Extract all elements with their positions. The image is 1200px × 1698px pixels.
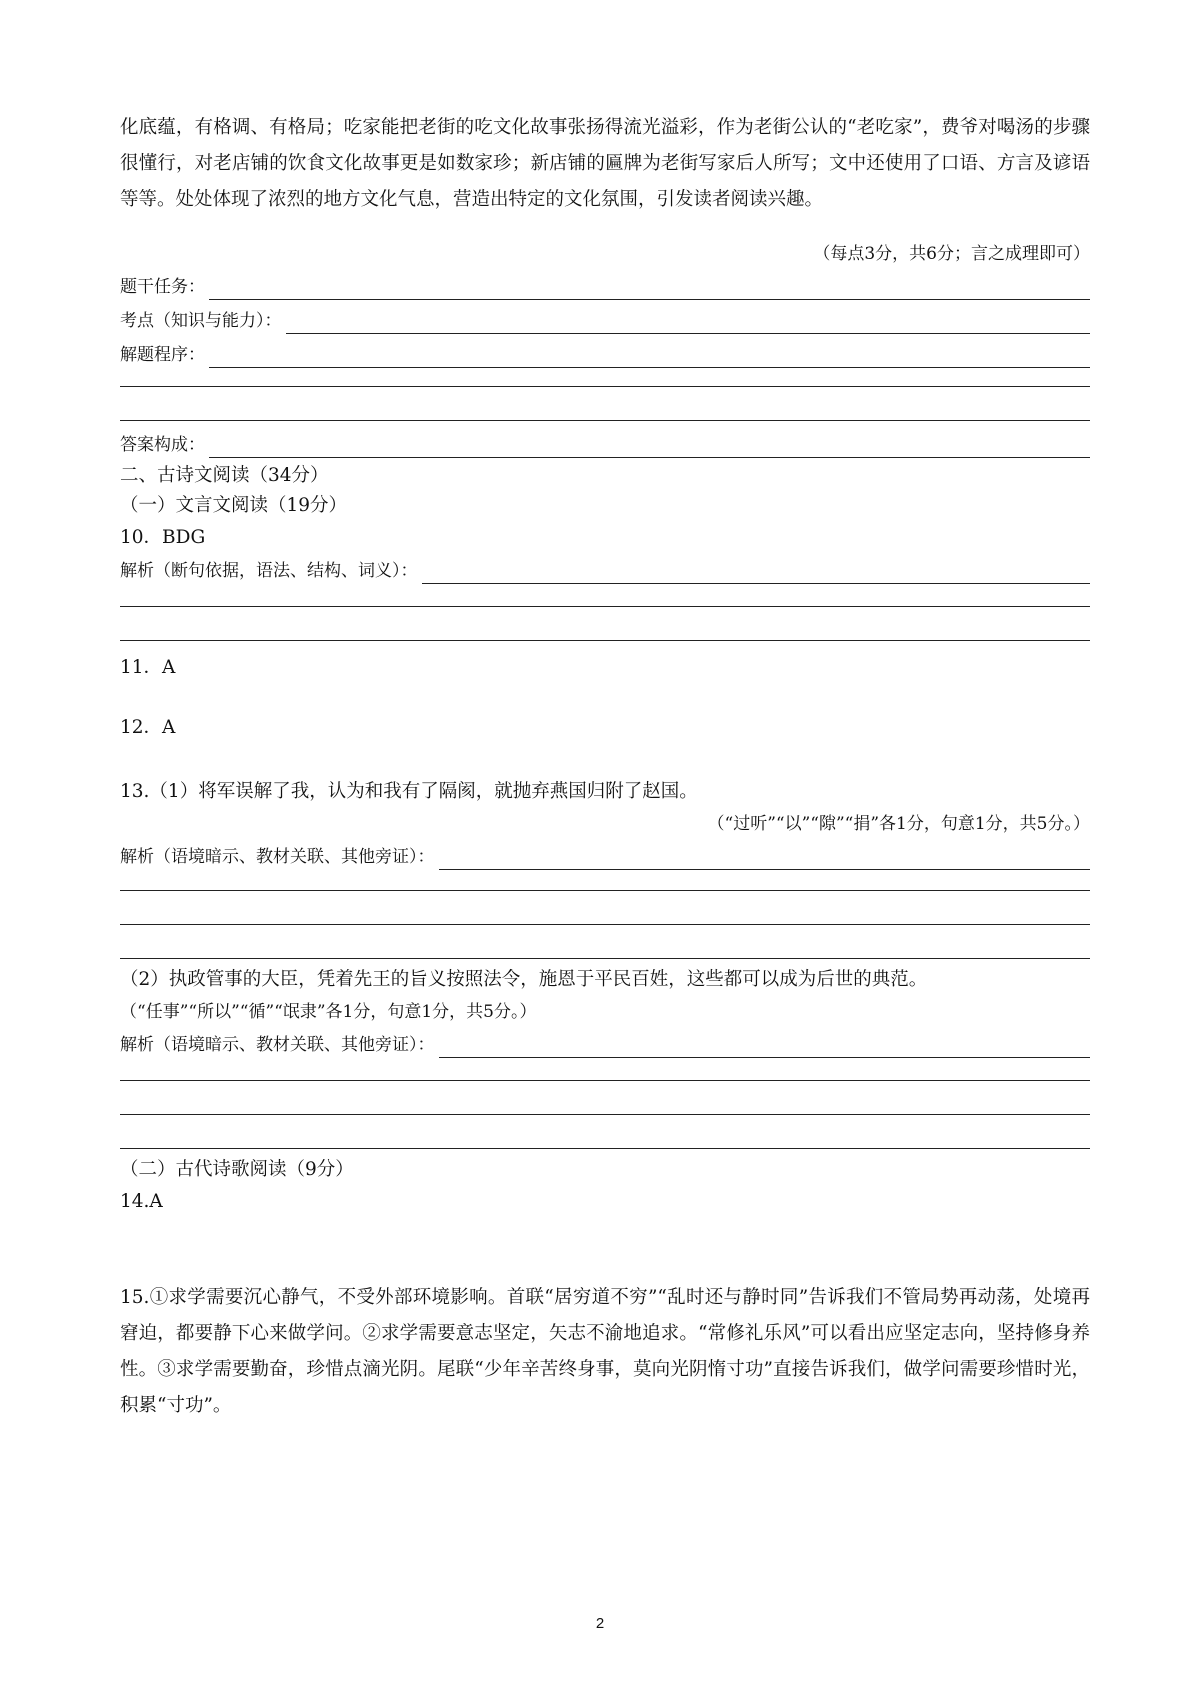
subsection-title: （一）文言文阅读（19分） xyxy=(120,495,348,516)
blank-line[interactable] xyxy=(120,924,1090,925)
score-note: （每点3分，共6分；言之成理即可） xyxy=(813,244,1090,264)
blank-line[interactable] xyxy=(120,958,1090,959)
task-field[interactable] xyxy=(120,272,1090,300)
blank-line[interactable] xyxy=(209,347,1090,368)
blank-line[interactable] xyxy=(209,437,1090,458)
subsection-title: （二）古代诗歌阅读（9分） xyxy=(120,1159,354,1180)
score-note: （“任事”“所以”“循”“氓隶”各1分，句意1分，共5分。） xyxy=(120,1002,537,1022)
blank-line[interactable] xyxy=(120,1114,1090,1115)
blank-line[interactable] xyxy=(120,386,1090,387)
blank-line[interactable] xyxy=(120,606,1090,607)
field-label: 题干任务： xyxy=(120,277,205,297)
question-14: 14.A xyxy=(120,1191,163,1212)
field-label: 答案构成： xyxy=(120,435,205,455)
section-title: 二、古诗文阅读（34分） xyxy=(120,465,329,486)
field-label: 解题程序： xyxy=(120,345,205,365)
question-10: 10．BDG xyxy=(120,527,206,548)
analysis-context-field-2[interactable] xyxy=(120,1030,1090,1058)
blank-line[interactable] xyxy=(209,279,1090,300)
procedure-field[interactable] xyxy=(120,340,1090,368)
question-13-2: （2）执政管事的大臣，凭着先王的旨义按照法令，施恩于平民百姓，这些都可以成为后世的典范。 xyxy=(120,969,928,990)
question-11: 11．A xyxy=(120,657,176,678)
field-label: 解析（语境暗示、教材关联、其他旁证）： xyxy=(120,847,435,867)
score-note: （“过听”“以”“隙”“捐”各1分，句意1分，共5分。） xyxy=(707,814,1090,834)
analysis-context-field-1[interactable] xyxy=(120,842,1090,870)
blank-line[interactable] xyxy=(439,849,1091,870)
field-label: 考点（知识与能力）： xyxy=(120,311,282,331)
blank-line[interactable] xyxy=(120,640,1090,641)
blank-line[interactable] xyxy=(120,420,1090,421)
blank-line[interactable] xyxy=(120,1148,1090,1149)
question-15: 15.①求学需要沉心静气，不受外部环境影响。首联“居穷道不穷”“乱时还与静时同”告诉我们不管局势再动荡，处境再窘迫，都要静下心来做学问。②求学需要意志坚定，矢志不渝地追求。“常修礼乐风”可以看出应坚定志向，坚持修身养性。③求学需要勤奋，珍惜点滴光阴。尾联“少年辛苦终身事，莫向光阴惰寸功”直接告诉我们，做学问需要珍惜时光，积累“寸功”。 xyxy=(120,1287,1090,1416)
question-13-1: 13.（1）将军误解了我，认为和我有了隔阂，就抛弃燕国归附了赵国。 xyxy=(120,781,698,802)
analysis-sentence-field[interactable] xyxy=(120,556,1090,584)
blank-line[interactable] xyxy=(439,1037,1091,1058)
exam-point-field[interactable] xyxy=(120,306,1090,334)
blank-line[interactable] xyxy=(422,563,1091,584)
page-number: 2 xyxy=(595,1615,605,1632)
blank-line[interactable] xyxy=(286,313,1091,334)
field-label: 解析（语境暗示、教材关联、其他旁证）： xyxy=(120,1035,435,1055)
blank-line[interactable] xyxy=(120,1080,1090,1081)
field-label: 解析（断句依据，语法、结构、词义）： xyxy=(120,561,418,581)
question-12: 12．A xyxy=(120,717,176,738)
answer-form-field[interactable] xyxy=(120,430,1090,458)
top-paragraph: 化底蕴，有格调、有格局；吃家能把老街的吃文化故事张扬得流光溢彩，作为老街公认的“老吃家”，费爷对喝汤的步骤很懂行，对老店铺的饮食文化故事更是如数家珍；新店铺的匾牌为老街写家后人所写；文中还使用了口语、方言及谚语等等。处处体现了浓烈的地方文化气息，营造出特定的文化氛围，引发读者阅读兴趣。 xyxy=(120,117,1090,210)
blank-line[interactable] xyxy=(120,890,1090,891)
